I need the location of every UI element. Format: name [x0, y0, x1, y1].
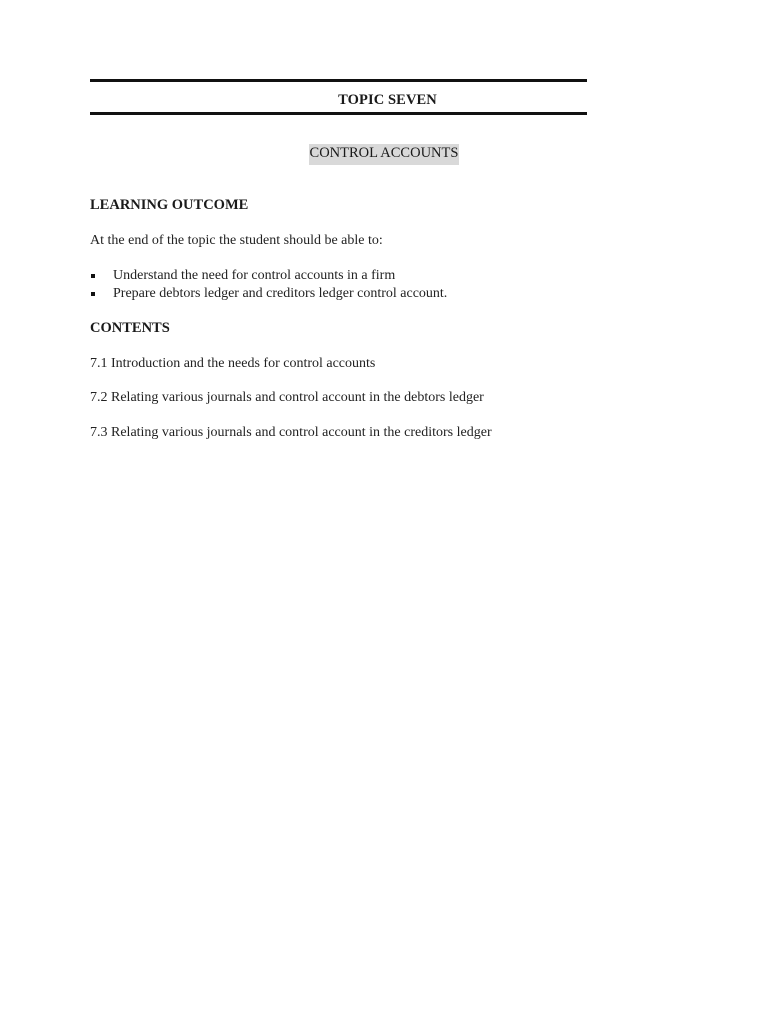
- contents-heading: CONTENTS: [90, 320, 170, 336]
- contents-item: 7.3 Relating various journals and control account in the creditors ledger: [90, 425, 492, 440]
- contents-item: 7.1 Introduction and the needs for control accounts: [90, 356, 376, 371]
- topic-title: TOPIC SEVEN: [338, 92, 437, 108]
- list-item-text: Understand the need for control accounts in a firm: [113, 268, 396, 283]
- contents-item: 7.2 Relating various journals and control account in the debtors ledger: [90, 390, 484, 405]
- list-item: [90, 267, 447, 285]
- learning-outcome-heading: LEARNING OUTCOME: [90, 197, 249, 213]
- list-item: [90, 285, 447, 303]
- bottom-horizontal-rule: [90, 112, 587, 115]
- highlighted-subtitle: CONTROL ACCOUNTS: [309, 144, 460, 165]
- square-bullet-icon: [91, 274, 95, 278]
- top-horizontal-rule: [90, 79, 587, 82]
- subtitle-container: [0, 144, 768, 165]
- list-item-text: Prepare debtors ledger and creditors ledger control account.: [113, 286, 448, 301]
- learning-outcome-list: [90, 267, 447, 303]
- square-bullet-icon: [91, 292, 95, 296]
- learning-outcome-intro: At the end of the topic the student should be able to:: [90, 233, 383, 248]
